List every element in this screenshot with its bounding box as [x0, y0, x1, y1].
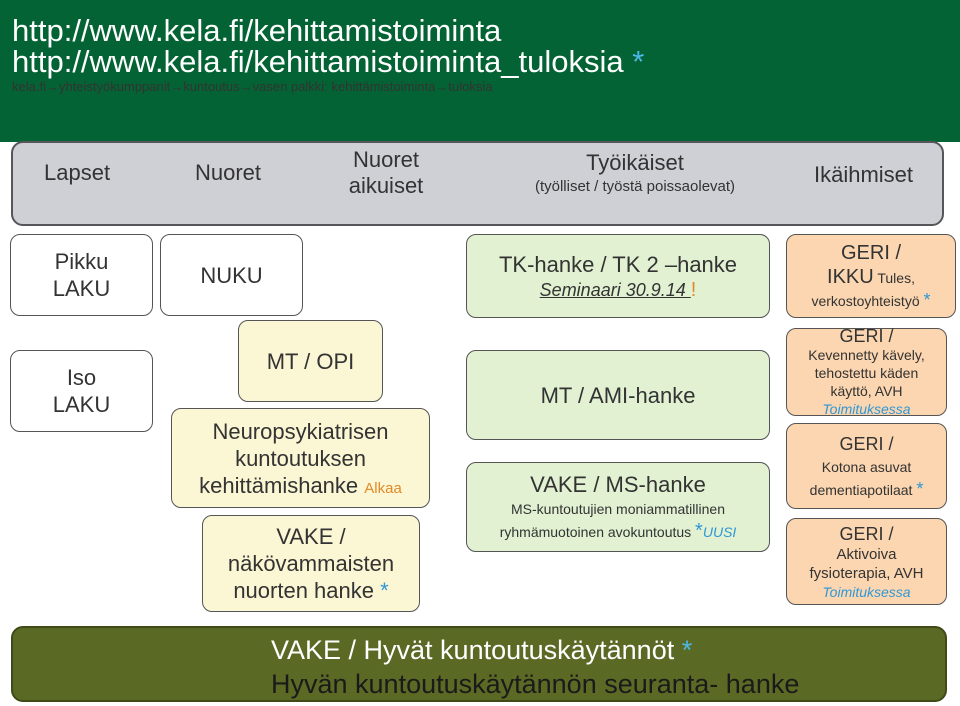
nuku-box — [160, 234, 303, 316]
vake-nakovammaisten-box — [202, 515, 420, 612]
geri3-line3-text: dementiapotilaat — [809, 481, 917, 498]
geri-kotona-box — [786, 423, 947, 509]
age-group-band — [11, 141, 944, 226]
mt-opi-label: MT / OPI — [266, 348, 355, 374]
band-nuoret: Nuoret — [195, 160, 262, 185]
neuro-alkaa-tag: Alkaa — [364, 479, 402, 497]
vake-ms-line3 — [500, 520, 737, 543]
geri-aktivoiva-box — [786, 518, 947, 605]
geri-ikku-box — [786, 234, 956, 318]
mt-opi-box — [238, 320, 383, 402]
band-tyoikaiset-sub: (työlliset / työstä poissaolevat) — [534, 178, 736, 195]
geri1-line2 — [827, 265, 915, 289]
vake-nako-line3 — [233, 577, 388, 604]
neuro-kuntoutus-box — [171, 408, 430, 508]
vake-ms-line2: MS-kuntoutujien moniammatillinen — [511, 501, 725, 517]
iso-laku-line2: LAKU — [52, 392, 111, 417]
vake-ms-line1: VAKE / MS-hanke — [530, 472, 706, 497]
geri2-line2: Kevennetty kävely, — [808, 347, 925, 363]
geri1-line3-text: verkostoyhteistyö — [811, 292, 924, 309]
url2-text[interactable]: http://www.kela.fi/kehittamistoiminta_tuloksia — [12, 44, 624, 79]
geri1-line3 — [811, 289, 930, 312]
band-nuoret-aikuiset — [336, 147, 436, 199]
geri2-toimituksessa: Toimituksessa — [822, 401, 911, 417]
geri3-line1: GERI / — [839, 433, 894, 454]
geri1-ikku: IKKU — [827, 265, 874, 288]
geri2-line4: käyttö, AVH — [830, 383, 903, 399]
neuro-line3 — [199, 472, 402, 499]
iso-laku-line1: Iso — [66, 365, 97, 390]
neuro-line1: Neuropsykiatrisen — [212, 418, 389, 444]
geri3-line2: Kotona asuvat — [821, 458, 912, 475]
star-marker: * — [380, 578, 389, 603]
mt-ami-box — [466, 350, 770, 440]
pikku-laku-line2: LAKU — [52, 276, 111, 301]
geri4-line1: GERI / — [839, 523, 894, 544]
geri3-line3 — [810, 478, 924, 501]
band-tyoikaiset — [500, 150, 770, 198]
vake-nako-line3-text: nuorten hanke — [233, 578, 374, 603]
seminaari-link[interactable]: Seminaari 30.9.14 — [539, 279, 691, 300]
star-marker: * — [695, 520, 703, 542]
breadcrumb: kela.fi→yhteistyökumppanit→kuntoutus→vasen palkki: kehittämistoiminta→tuloksia — [12, 79, 493, 94]
vake-ms-line3-text: ryhmämuotoinen avokuntoutus — [499, 524, 696, 540]
geri4-line2: Aktivoiva — [836, 545, 897, 563]
uusi-tag: UUSI — [702, 524, 737, 540]
bottom-line1 — [271, 634, 692, 666]
star-marker: * — [681, 635, 693, 665]
tk-hanke-box — [466, 234, 770, 318]
geri4-toimituksessa: Toimituksessa — [822, 583, 911, 600]
nuku-label: NUKU — [200, 262, 263, 288]
pikku-laku-line1: Pikku — [54, 249, 109, 274]
star-marker: * — [916, 478, 924, 499]
vake-ms-box — [466, 462, 770, 552]
geri4-line3: fysioterapia, AVH — [809, 564, 924, 582]
geri-kevennetty-box — [786, 328, 947, 416]
geri1-tules: Tules, — [873, 269, 915, 286]
band-nuoret-aikuiset-line1: Nuoret — [352, 147, 420, 172]
geri2-line3: tehostettu käden — [814, 365, 919, 381]
neuro-line2: kuntoutuksen — [235, 445, 366, 471]
star-marker: * — [632, 44, 645, 79]
band-lapset: Lapset — [44, 160, 111, 185]
exclamation-marker: ! — [690, 278, 697, 301]
band-nuoret-aikuiset-line2: aikuiset — [348, 173, 424, 198]
star-marker: * — [923, 289, 931, 310]
url-kehittamistoiminta[interactable] — [12, 14, 501, 48]
vake-nako-line1: VAKE / — [276, 524, 346, 549]
geri1-line1: GERI / — [840, 241, 901, 264]
geri2-line1: GERI / — [839, 326, 894, 346]
url-kehittamistoiminta-tuloksia[interactable] — [12, 45, 644, 79]
band-tyoikaiset-label: Työikäiset — [586, 150, 684, 175]
bottom-line2: Hyvän kuntoutuskäytännön seuranta- hanke — [271, 669, 800, 699]
tk-hanke-line2[interactable] — [540, 278, 697, 302]
band-ikaihmiset: Ikäihmiset — [814, 162, 914, 187]
neuro-line3-text: kehittämishanke — [199, 472, 359, 498]
bottom-line1-text: VAKE / Hyvät kuntoutuskäytännöt — [271, 635, 682, 665]
vake-nako-line2: näkövammaisten — [227, 551, 395, 576]
mt-ami-label: MT / AMI-hanke — [540, 382, 696, 408]
pikku-laku-box — [10, 234, 153, 316]
url1-text[interactable]: http://www.kela.fi/kehittamistoiminta — [12, 13, 502, 48]
tk-hanke-line1: TK-hanke / TK 2 –hanke — [498, 251, 738, 277]
iso-laku-box — [10, 350, 153, 432]
